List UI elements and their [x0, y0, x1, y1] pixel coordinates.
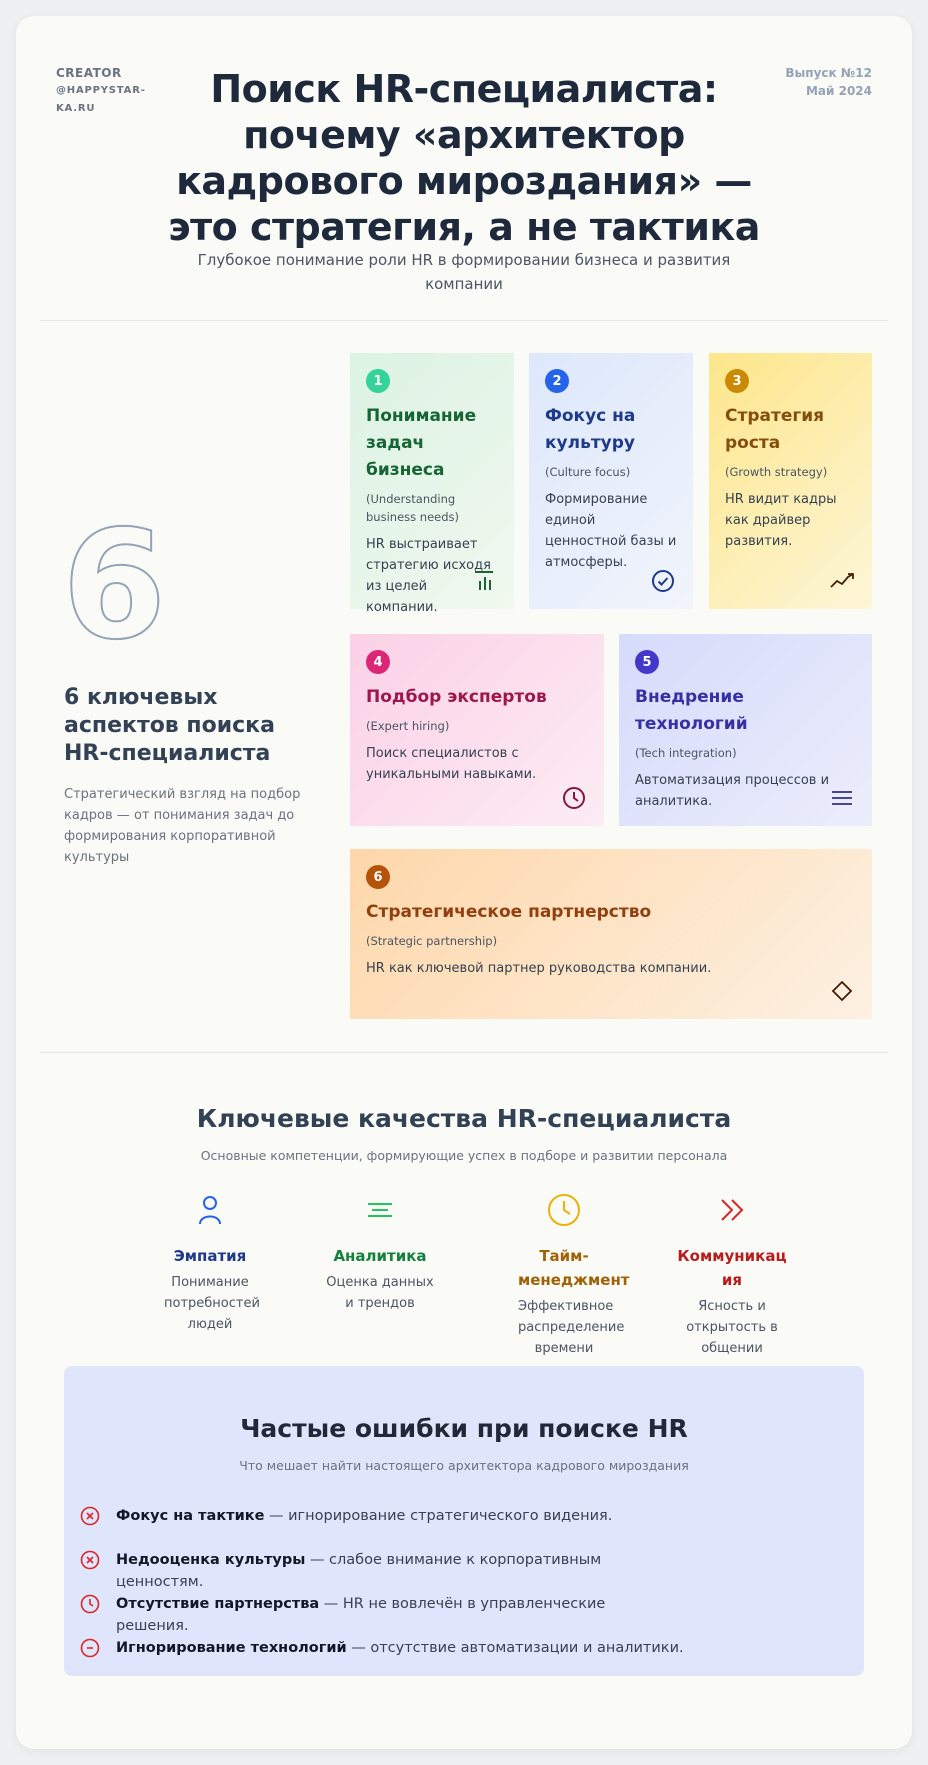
card-number-badge: 5 [635, 650, 659, 674]
mistake-name: Отсутствие партнерства [116, 1596, 320, 1612]
divider [40, 320, 888, 321]
quality-name: Аналитика [333, 1247, 427, 1265]
aspects-title: 6 ключевых аспектов поиска HR-специалиста [64, 685, 275, 766]
card-number-badge: 1 [366, 369, 390, 393]
mistake-description: — HR не вовлечён в управленческие решения. [116, 1596, 606, 1634]
mistake-item [80, 1549, 640, 1593]
bar-chart-icon [472, 569, 496, 593]
card-subtitle-en: (Tech integration) [635, 746, 737, 760]
card-number-badge: 4 [366, 650, 390, 674]
aspect-card-5 [619, 634, 872, 826]
minus-circle-icon [80, 1638, 100, 1658]
mistakes-title: Частые ошибки при поиске HR [240, 1414, 688, 1443]
creator-block [56, 64, 156, 118]
x-circle-icon [80, 1550, 100, 1570]
qualities-title: Ключевые качества HR-специалиста [196, 1104, 732, 1133]
card-subtitle-en: (Growth strategy) [725, 465, 828, 479]
quality-item [504, 1192, 630, 1359]
card-subtitle-en: (Culture focus) [545, 465, 631, 479]
quality-name: Коммуникация [677, 1247, 787, 1289]
mistake-name: Недооценка культуры [116, 1552, 306, 1568]
card-description: HR выстраивает стратегию исходя из целей компании. [366, 537, 491, 615]
card-subtitle-en: (Understanding business needs) [366, 492, 459, 524]
card-title: Стратегия роста [725, 406, 825, 453]
quality-name: Эмпатия [173, 1247, 247, 1265]
card-subtitle-en: (Expert hiring) [366, 719, 450, 733]
aspects-description: Стратегический взгляд на подбор кадров — от понимания задач до формирования корпоративной культуры [64, 787, 301, 865]
aspect-card-1 [350, 353, 514, 615]
quality-description: Ясность и открытость в общении [686, 1299, 778, 1356]
big-number: 6 [62, 499, 167, 673]
clock-icon [546, 1192, 582, 1228]
mistake-description: — слабое внимание к корпоративным ценностям. [116, 1552, 602, 1590]
quality-name: Тайм-менеджмент [518, 1247, 630, 1289]
quality-description: Оценка данных и трендов [326, 1275, 434, 1311]
menu-lines-icon [830, 786, 854, 810]
person-icon [192, 1192, 228, 1228]
page-title: Поиск HR-специалиста: почему «архитектор кадрового мироздания» — это стратегия, а не тактика [168, 67, 760, 249]
aspect-card-2 [529, 353, 693, 609]
mistake-item [80, 1637, 700, 1659]
mistakes-subtitle: Что мешает найти настоящего архитектора кадрового мироздания [239, 1458, 689, 1473]
mistake-name: Игнорирование технологий [116, 1640, 347, 1656]
mistake-description: — игнорирование стратегического видения. [264, 1508, 613, 1524]
x-circle-icon [80, 1506, 100, 1526]
mistakes-panel [64, 1366, 864, 1676]
mistake-name: Фокус на тактике [116, 1508, 265, 1524]
card-description: HR как ключевой партнер руководства компании. [366, 961, 712, 976]
issue-number: Выпуск №12 [785, 66, 872, 80]
card-description: Автоматизация процессов и аналитика. [635, 773, 830, 809]
card-description: Формирование единой ценностной базы и атмосферы. [545, 492, 677, 570]
issue-date: Май 2024 [805, 84, 872, 98]
card-number-badge: 3 [725, 369, 749, 393]
divider [40, 1052, 888, 1053]
mistake-description: — отсутствие автоматизации и аналитики. [346, 1640, 684, 1656]
aspect-card-6 [350, 849, 872, 1019]
lines-icon [362, 1192, 398, 1228]
mistake-item [80, 1593, 640, 1637]
quality-item [150, 1192, 270, 1335]
card-number-badge: 2 [545, 369, 569, 393]
card-title: Подбор экспертов [366, 687, 547, 707]
card-number-badge: 6 [366, 865, 390, 889]
page-subtitle: Глубокое понимание роли HR в формировании бизнеса и развития компании [197, 251, 731, 293]
card-title: Понимание задач бизнеса [366, 406, 477, 480]
quality-description: Понимание потребностей людей [164, 1275, 260, 1332]
card-description: HR видит кадры как драйвер развития. [725, 492, 837, 549]
issue-block [785, 64, 872, 100]
diamond-icon [830, 979, 854, 1003]
card-title: Стратегическое партнерство [366, 902, 652, 922]
quality-description: Эффективное распределение времени [518, 1299, 625, 1356]
mistake-item [80, 1505, 640, 1527]
card-title: Внедрение технологий [635, 687, 748, 734]
trend-up-icon [830, 569, 854, 593]
clock-icon [80, 1594, 100, 1614]
aspect-card-3 [709, 353, 872, 609]
clock-icon [562, 786, 586, 810]
infographic-page [16, 16, 912, 1749]
creator-label: CREATOR [56, 66, 122, 80]
quality-item [320, 1192, 440, 1314]
qualities-subtitle: Основные компетенции, формирующие успех в подборе и развитии персонала [200, 1148, 728, 1163]
card-description: Поиск специалистов с уникальными навыками. [366, 746, 537, 782]
chevrons-right-icon [714, 1192, 750, 1228]
check-circle-icon [651, 569, 675, 593]
aspect-card-4 [350, 634, 604, 826]
quality-item [672, 1192, 792, 1359]
card-title: Фокус на культуру [545, 406, 636, 453]
creator-handle: @HAPPYSTAR-KA.RU [56, 85, 146, 114]
card-subtitle-en: (Strategic partnership) [366, 934, 498, 948]
